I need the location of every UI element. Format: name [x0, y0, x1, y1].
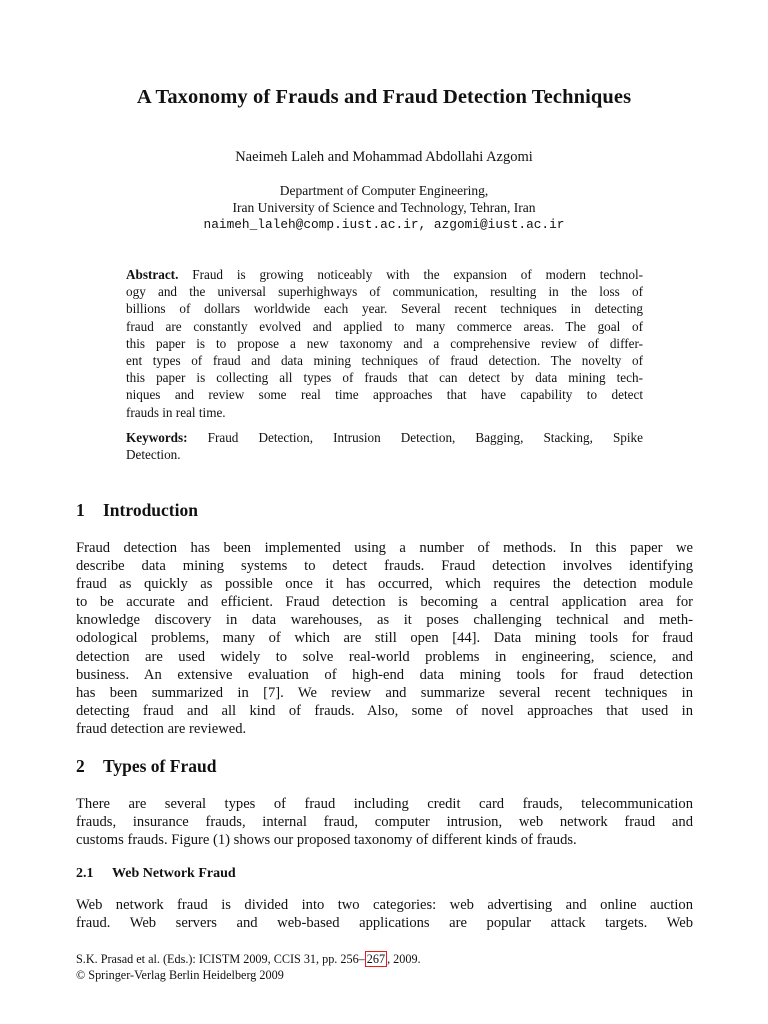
citation: [76, 951, 421, 967]
subsection-title: Web Network Fraud: [112, 866, 236, 881]
abstract-line: [126, 266, 643, 283]
section-1-heading: [76, 500, 198, 521]
body-line: fraud as quickly as possible once it has occurred, which requires the detection module: [76, 576, 693, 593]
citation-page-link[interactable]: 267: [366, 952, 386, 966]
department: Department of Computer Engineering,: [279, 183, 489, 198]
abstract-line: this paper is to propose a new taxonomy and a comprehensive review of differ-: [126, 335, 643, 351]
copyright: © Springer-Verlag Berlin Heidelberg 2009: [76, 968, 284, 982]
abstract-text: Fraud is growing noticeably with the expansion of modern technol-: [192, 267, 644, 282]
citation-prefix: S.K. Prasad et al. (Eds.): ICISTM 2009, CCIS 31, pp. 256–: [76, 952, 365, 966]
body-line: has been summarized in [7]. We review and summarize several recent techniques in: [76, 684, 693, 701]
subsection-number: 2.1: [76, 866, 94, 881]
body-line: detecting fraud and all kind of frauds. Also, some of novel approaches that used in: [76, 702, 693, 719]
keywords-line: [126, 429, 643, 446]
body-line: frauds, insurance frauds, internal fraud, computer intrusion, web network fraud and: [76, 814, 693, 831]
abstract-label: Abstract.: [126, 267, 179, 282]
section-2-heading: [76, 756, 216, 777]
abstract-line: billions of dollars worldwide each year. Several recent techniques in detecting: [126, 301, 643, 317]
abstract-line: niques and review some real time approaches that have capability to detect: [126, 387, 643, 403]
body-line: Fraud detection has been implemented using a number of methods. In this paper we: [76, 540, 693, 556]
citation-suffix: , 2009.: [387, 952, 421, 966]
body-line: customs frauds. Figure (1) shows our proposed taxonomy of different kinds of frauds.: [76, 832, 577, 849]
abstract-line: frauds in real time.: [126, 404, 226, 420]
authors: Naeimeh Laleh and Mohammad Abdollahi Azgomi: [235, 149, 533, 165]
abstract-line: ent types of fraud and data mining techniques of fraud detection. The novelty of: [126, 352, 643, 368]
footer: [76, 951, 421, 983]
abstract: [126, 266, 643, 421]
keywords-label: Keywords:: [126, 430, 188, 445]
section-2-body: [76, 795, 693, 849]
subsection-2-1-heading: [76, 866, 236, 882]
keywords-line: Detection.: [126, 447, 181, 463]
body-line: detection are used widely to solve real-world problems in engineering, science, and: [76, 648, 693, 665]
body-line: to be accurate and efficient. Fraud detection is becoming a central application area for: [76, 594, 693, 611]
section-title: Introduction: [103, 500, 198, 520]
abstract-line: fraud are constantly evolved and applied to many commerce areas. The goal of: [126, 318, 643, 334]
university: Iran University of Science and Technology, Tehran, Iran: [232, 200, 536, 215]
body-line: business. An extensive evaluation of high-end data mining tools for fraud detection: [76, 666, 693, 683]
section-number: 2: [76, 756, 85, 776]
body-line: fraud detection are reviewed.: [76, 720, 247, 737]
abstract-line: this paper is collecting all types of frauds that can detect by data mining tech-: [126, 370, 643, 386]
body-line: describe data mining systems to detect frauds. Fraud detection involves identifying: [76, 558, 693, 575]
section-1-body: [76, 539, 693, 738]
body-line: Web network fraud is divided into two categories: web advertising and online auction: [76, 897, 693, 913]
section-title: Types of Fraud: [103, 756, 217, 776]
paper-title: A Taxonomy of Frauds and Fraud Detection Techniques: [136, 86, 632, 108]
body-line: There are several types of fraud including credit card frauds, telecommunication: [76, 796, 693, 812]
keywords: [126, 429, 643, 463]
affiliation: [0, 182, 768, 233]
abstract-line: ogy and the universal superhighways of communication, resulting in the loss of: [126, 284, 643, 300]
subsection-2-1-body: [76, 896, 693, 932]
body-line: odological problems, many of which are still open [44]. Data mining tools for fraud: [76, 630, 693, 647]
emails: naimeh_laleh@comp.iust.ac.ir, azgomi@iust.ac.ir: [203, 217, 565, 232]
section-number: 1: [76, 500, 85, 520]
body-line: fraud. Web servers and web-based applications are popular attack targets. Web: [76, 915, 693, 932]
keywords-text: Fraud Detection, Intrusion Detection, Bagging, Stacking, Spike: [207, 430, 644, 445]
body-line: knowledge discovery in data warehouses, as it poses challenging technical and meth-: [76, 612, 693, 629]
